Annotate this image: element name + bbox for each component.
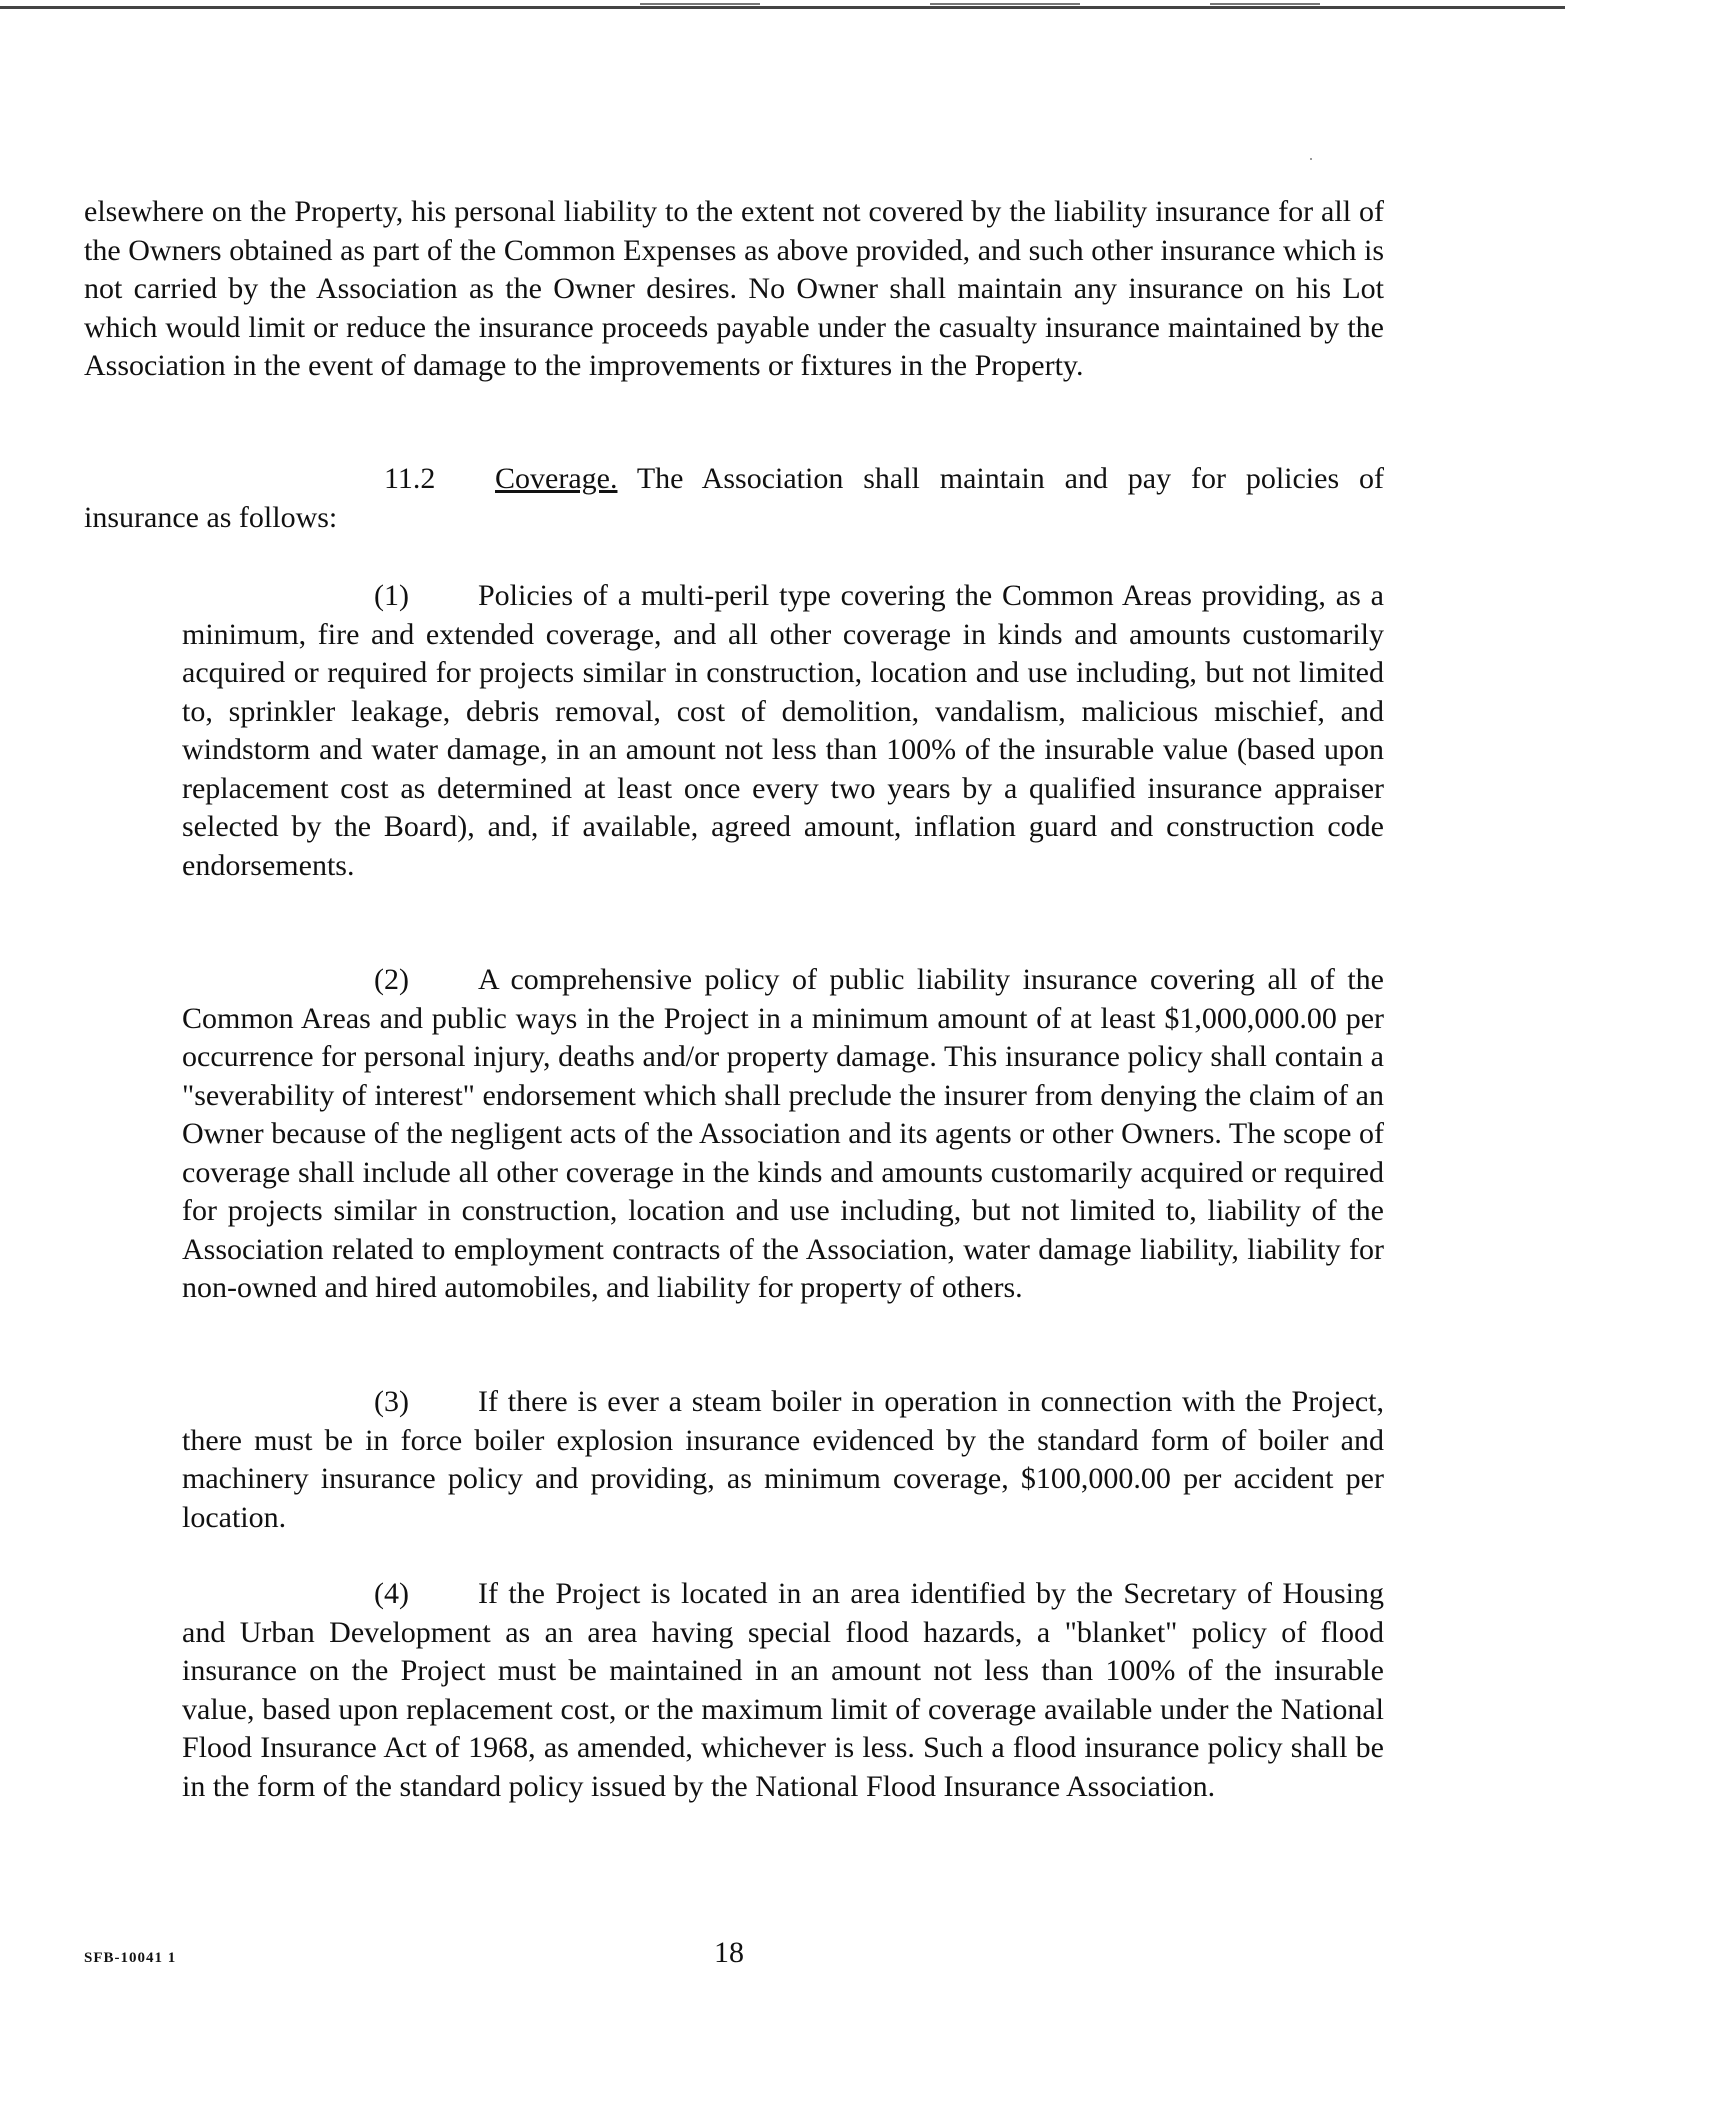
- coverage-item-2: [182, 961, 1384, 1308]
- scan-artifact: [1210, 3, 1320, 5]
- coverage-item-4: [182, 1575, 1384, 1806]
- item-number: (4): [374, 1577, 409, 1610]
- section-lead-line: [84, 460, 1384, 499]
- item-text: If there is ever a steam boiler in operation in connection with the Project, there must be in force boiler explosion insurance evidenced by the standard form of boiler and machinery insurance policy and providing, as minimum coverage, $100,000.00 per accident per location.: [182, 1385, 1384, 1534]
- item-text: Policies of a multi-peril type covering the Common Areas providing, as a minimum, fire and extended coverage, and all other coverage in kinds and amounts customarily acquired or required for projects similar in construction, location and use including, but not limited to, sprinkler leakage, debris removal, cost of demolition, vandalism, malicious mischief, and windstorm and water damage, in an amount not less than 100% of the insurable value (based upon replacement cost as determined at least once every two years by a qualified insurance appraiser selected by the Board), and, if available, agreed amount, inflation guard and construction code endorsements.: [182, 579, 1384, 882]
- item-number: (1): [374, 579, 409, 612]
- page-number: 18: [714, 1936, 744, 1969]
- item-text: If the Project is located in an area identified by the Secretary of Housing and Urban Development as an area having special flood hazards, a "blanket" policy of flood insurance on the Project must be maintained in an amount not less than 100% of the insurable value, based upon replacement cost, or the maximum limit of coverage available under the National Flood Insurance Act of 1968, as amended, whichever is less. Such a flood insurance policy shall be in the form of the standard policy issued by the National Flood Insurance Association.: [182, 1577, 1384, 1803]
- coverage-item-3: [182, 1383, 1384, 1537]
- intro-paragraph: elsewhere on the Property, his personal liability to the extent not covered by the liability insurance for all of the Owners obtained as part of the Common Expenses as above provided, and such other insurance which is not carried by the Association as the Owner desires. No Owner shall maintain any insurance on his Lot which would limit or reduce the insurance proceeds payable under the casualty insurance maintained by the Association in the event of damage to the improvements or fixtures in the Property.: [84, 195, 1384, 382]
- top-scan-rule: [0, 6, 1565, 9]
- document-code: SFB-10041 1: [84, 1950, 177, 1966]
- section-tail-text: insurance as follows:: [84, 500, 338, 534]
- item-number: (2): [374, 963, 409, 996]
- section-heading: Coverage.: [495, 462, 618, 495]
- item-number: (3): [374, 1385, 409, 1418]
- scan-artifact: [640, 3, 760, 5]
- coverage-item-1: [182, 577, 1384, 885]
- item-text: A comprehensive policy of public liability insurance covering all of the Common Areas and public ways in the Project in a minimum amount of at least $1,000,000.00 per occurrence for personal injury, deaths and/or property damage. This insurance policy shall contain a "severability of interest" endorsement which shall preclude the insurer from denying the claim of an Owner because of the negligent acts of the Association and its agents or other Owners. The scope of coverage shall include all other coverage in the kinds and amounts customarily acquired or required for projects similar in construction, location and use including, but not limited to, liability of the Association related to employment contracts of the Association, water damage liability, liability for non-owned and hired automobiles, and liability for property of others.: [182, 963, 1384, 1304]
- section-11-2-paragraph: [84, 460, 1384, 537]
- scan-artifact: [930, 3, 1080, 5]
- section-lead-text: The Association shall maintain and pay for policies of: [636, 462, 1384, 495]
- section-number: 11.2: [384, 462, 436, 495]
- scan-speck: [1310, 158, 1312, 160]
